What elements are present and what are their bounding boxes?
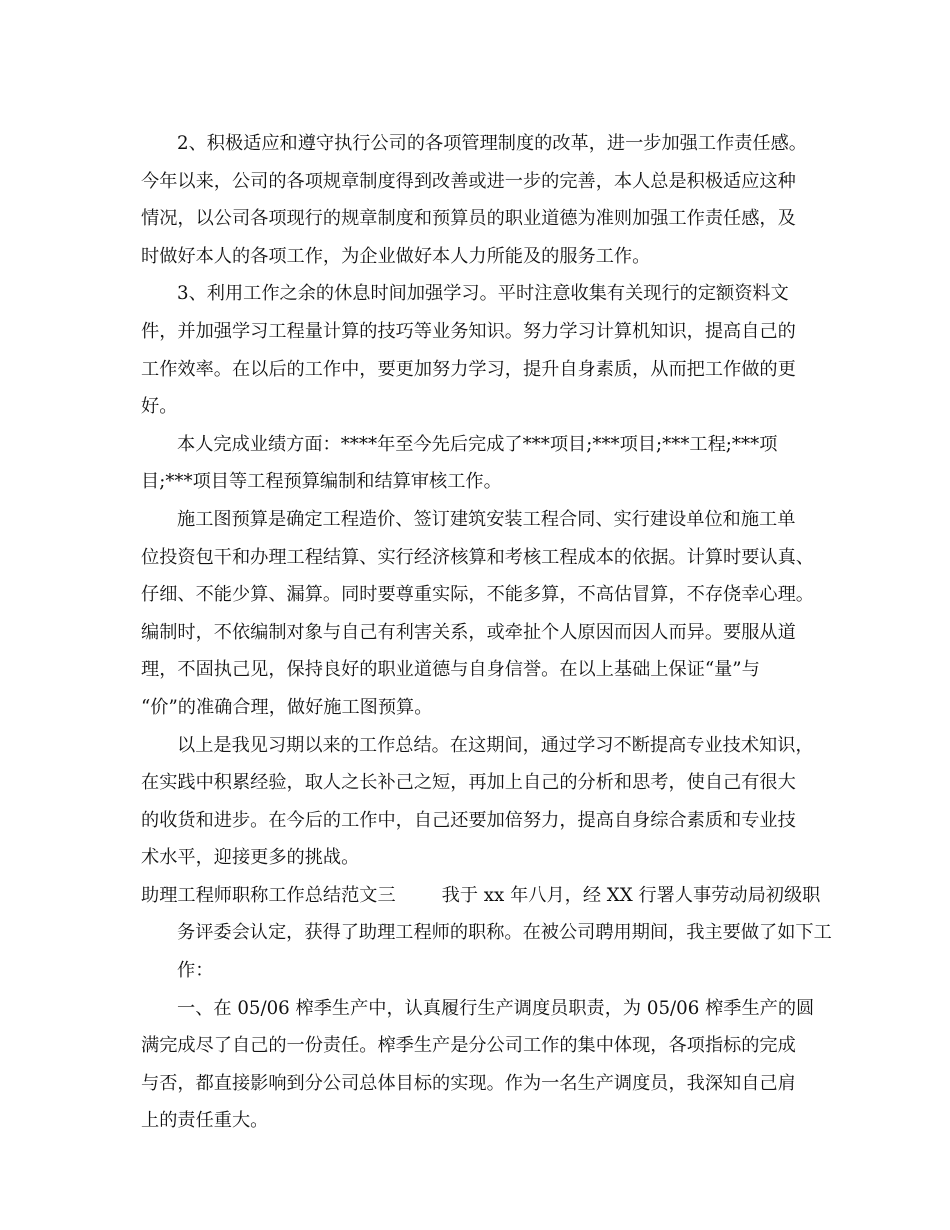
paragraph-line: 务评委会认定，获得了助理工程师的职称。在被公司聘用期间，我主要做了如下工 (177, 922, 832, 944)
paragraph-line: 本人完成业绩方面：****年至今先后完成了***项目;***项目;***工程;***项 (177, 433, 778, 455)
paragraph-line: 施工图预算是确定工程造价、签订建筑安装工程合同、实行建设单位和施工单 (177, 508, 796, 530)
paragraph-line: 作： (177, 960, 214, 982)
paragraph-line: 的收货和进步。在今后的工作中，自己还要加倍努力，提高自身综合素质和专业技 (141, 809, 796, 831)
paragraph-line: 一、在 05/06 榨季生产中，认真履行生产调度员职责，为 05/06 榨季生产的圆 (177, 997, 815, 1019)
paragraph-line: 与否，都直接影响到分公司总体目标的实现。作为一名生产调度员，我深知自己肩 (141, 1072, 796, 1094)
paragraph-line: 仔细、不能少算、漏算。同时要尊重实际，不能多算，不高估冒算，不存侥幸心理。 (141, 584, 814, 606)
paragraph-line: 理，不固执己见，保持良好的职业道德与自身信誉。在以上基础上保证“量”与 (141, 659, 760, 681)
paragraph-line: 件，并加强学习工程量计算的技巧等业务知识。努力学习计算机知识，提高自己的 (141, 320, 796, 342)
paragraph-line: 3、利用工作之余的休息时间加强学习。平时注意收集有关现行的定额资料文 (177, 283, 789, 305)
paragraph-line: 满完成尽了自己的一份责任。榨季生产是分公司工作的集中体现，各项指标的完成 (141, 1035, 796, 1057)
paragraph-line: 以上是我见习期以来的工作总结。在这期间，通过学习不断提高专业技术知识， (177, 734, 814, 756)
section-heading-line (141, 881, 836, 919)
paragraph-line: 编制时，不依编制对象与自己有利害关系，或牵扯个人原因而因人而异。要服从道 (141, 621, 796, 643)
paragraph-line: 在实践中积累经验，取人之长补己之短，再加上自己的分析和思考，使自己有很大 (141, 772, 796, 794)
paragraph-line: 2、积极适应和遵守执行公司的各项管理制度的改革，进一步加强工作责任感。 (177, 133, 807, 154)
paragraph-line: 位投资包干和办理工程结算、实行经济核算和考核工程成本的依据。计算时要认真、 (141, 546, 814, 568)
section-first-line: 我于 xx 年八月，经 XX 行署人事劳动局初级职 (441, 884, 821, 906)
paragraph-line: 今年以来，公司的各项规章制度得到改善或进一步的完善，本人总是积极适应这种 (141, 170, 796, 192)
paragraph-line: 好。 (141, 396, 178, 418)
section-title: 助理工程师职称工作总结范文三 (141, 884, 396, 906)
paragraph-line: 情况，以公司各项现行的规章制度和预算员的职业道德为准则加强工作责任感，及 (141, 208, 796, 230)
paragraph-line: 工作效率。在以后的工作中，要更加努力学习，提升自身素质，从而把工作做的更 (141, 358, 796, 380)
paragraph-line: 目;***项目等工程预算编制和结算审核工作。 (141, 471, 502, 493)
paragraph-line: 时做好本人的各项工作，为企业做好本人力所能及的服务工作。 (141, 245, 651, 267)
paragraph-line: 上的责任重大。 (141, 1110, 269, 1132)
document-body (141, 129, 836, 1144)
paragraph-line: “价”的准确合理，做好施工图预算。 (141, 696, 433, 718)
paragraph-line: 术水平，迎接更多的挑战。 (141, 847, 360, 869)
